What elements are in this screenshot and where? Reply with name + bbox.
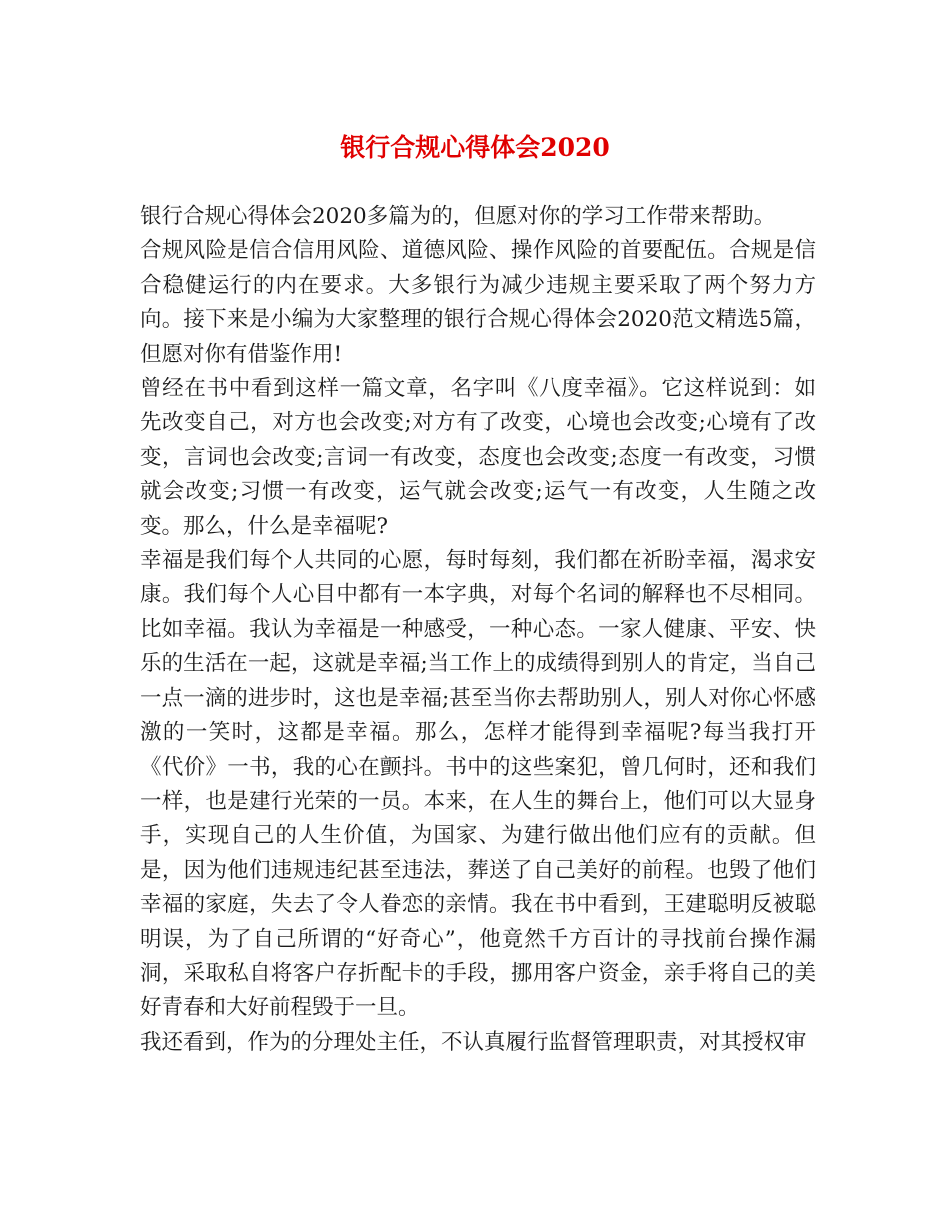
paragraph-branch-manager: 我还看到，作为的分理处主任，不认真履行监督管理职责，对其授权审 bbox=[140, 1029, 807, 1055]
document-body bbox=[140, 200, 816, 1060]
paragraph-happiness: 幸福是我们每个人共同的心愿，每时每刻，我们都在祈盼幸福，渴求安康。我们每个人心目中都有一本字典，对每个名词的解释也不尽相同。比如幸福。我认为幸福是一种感受，一种心态。一家人健康、平安、快乐的生活在一起，这就是幸福;当工作上的成绩得到别人的肯定，当自己一点一滴的进步时，这也是幸福;甚至当你去帮助别人，别人对你心怀感激的一笑时，这都是幸福。那么，怎样才能得到幸福呢?每当我打开《代价》一书，我的心在颤抖。书中的这些案犯，曾几何时，还和我们一样，也是建行光荣的一员。本来，在人生的舞台上，他们可以大显身手，实现自己的人生价值，为国家、为建行做出他们应有的贡献。但是，因为他们违规违纪甚至违法，葬送了自己美好的前程。也毁了他们幸福的家庭，失去了令人眷恋的亲情。我在书中看到，王建聪明反被聪明误，为了自己所谓的“好奇心”，他竟然千方百计的寻找前台操作漏洞，采取私自将客户存折配卡的手段，挪用客户资金，亲手将自己的美好青春和大好前程毁于一旦。 bbox=[140, 548, 816, 1021]
document-title: 银行合规心得体会2020 bbox=[340, 133, 610, 162]
paragraph-compliance-risk: 合规风险是信合信用风险、道德风险、操作风险的首要配伍。合规是信合稳健运行的内在要求。大多银行为减少违规主要采取了两个努力方向。接下来是小编为大家整理的银行合规心得体会2020范文精选5篇，但愿对你有借鉴作用! bbox=[140, 238, 816, 367]
paragraph-eight-happiness: 曾经在书中看到这样一篇文章，名字叫《八度幸福》。它这样说到：如先改变自己，对方也会改变;对方有了改变，心境也会改变;心境有了改变，言词也会改变;言词一有改变，态度也会改变;态度一有改变，习惯就会改变;习惯一有改变，运气就会改变;运气一有改变，人生随之改变。那么，什么是幸福呢? bbox=[140, 376, 816, 539]
paragraph-intro: 银行合规心得体会2020多篇为的，但愿对你的学习工作带来帮助。 bbox=[140, 204, 776, 229]
